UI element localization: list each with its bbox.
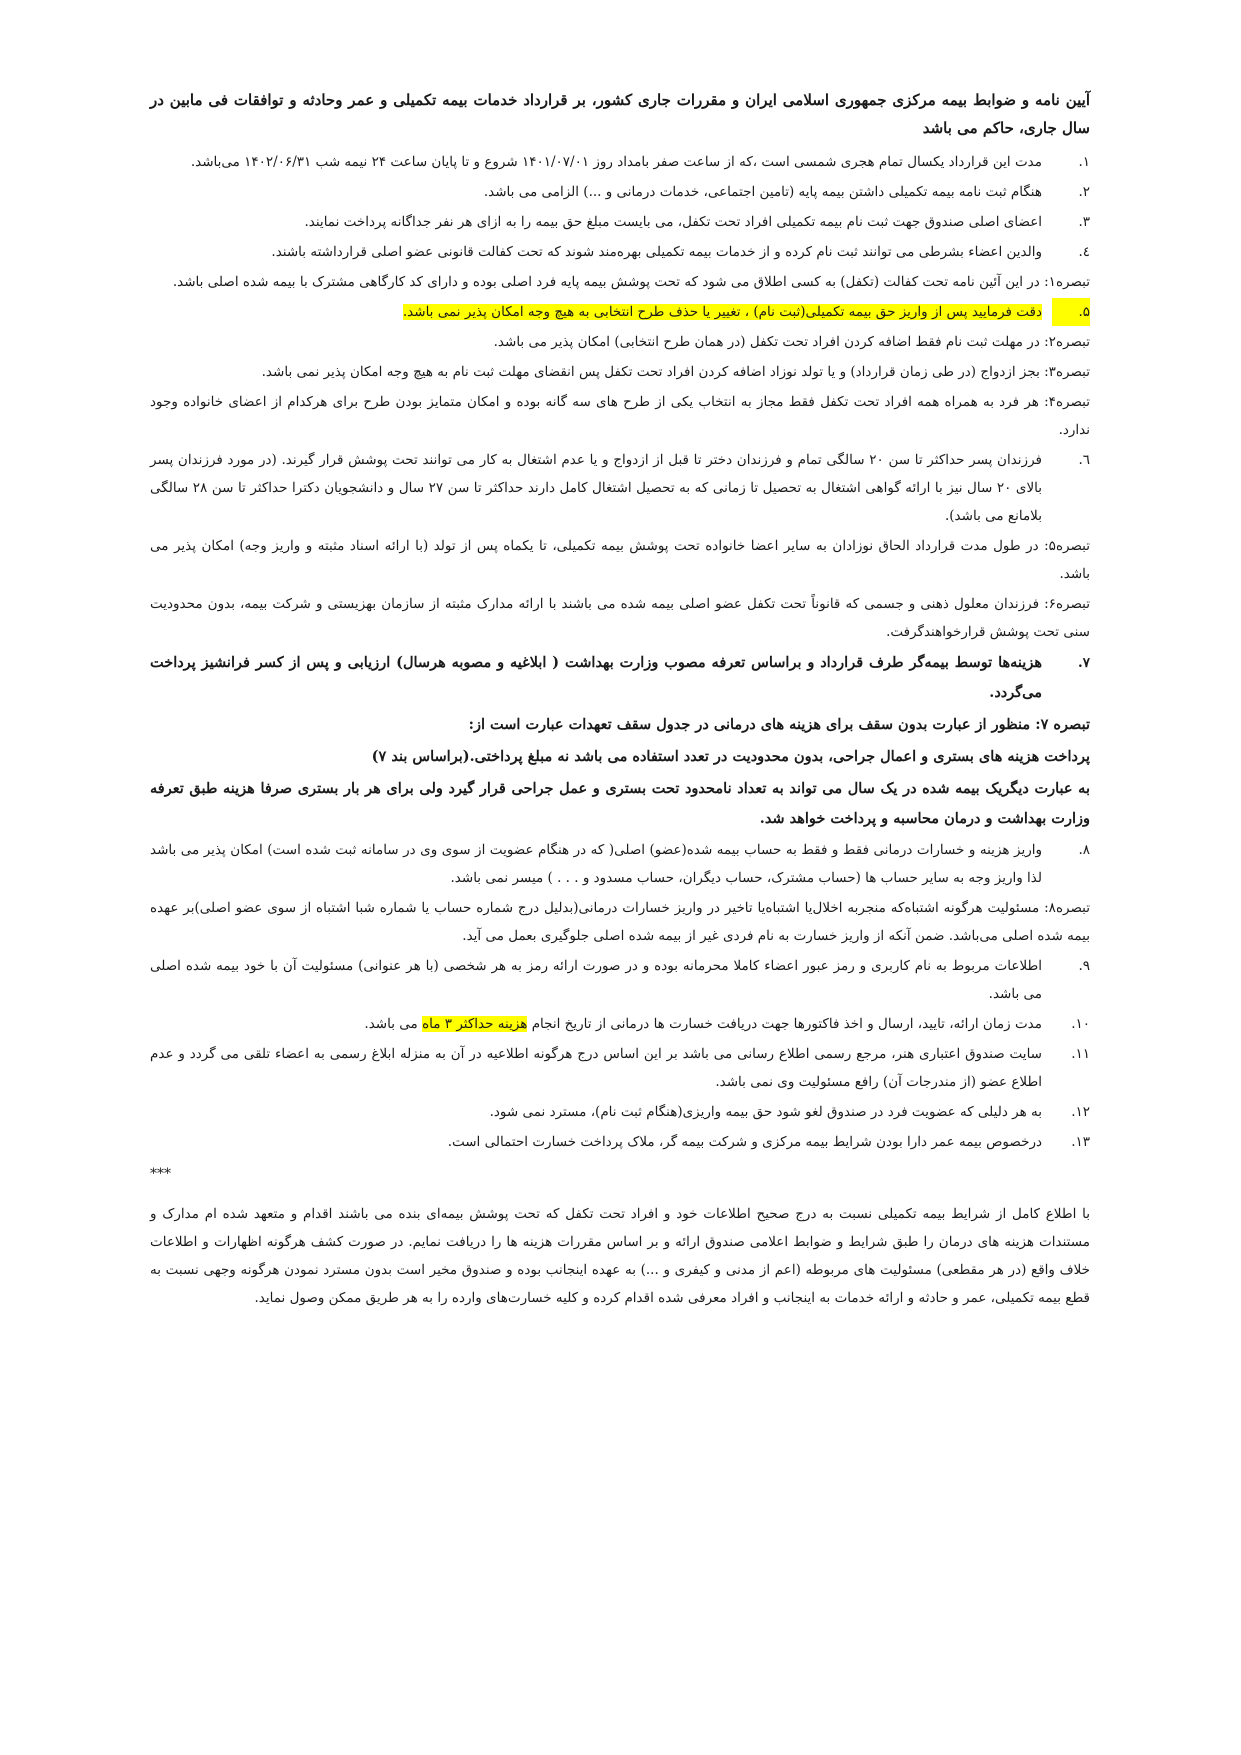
declaration-paragraph: با اطلاع کامل از شرایط بیمه تکمیلی نسبت به درج صحیح اطلاعات خود و افراد تحت تکفل که تحت پوشش بیمه‌ای بنده می باشند اقدام و متعهد شده ام مدارک و مستندات هزینه های درمان را طبق شرایط و ضوابط اعلامی صندوق ارائه و بر اساس مقررات هزینه ها را دریافت نمایم. در صورت کشف هرگونه اظهارات و اطلاعات خلاف واقع (در هر مقطعی) مسئولیت های مربوطه (اعم از مدنی و کیفری و ...) به عهده اینجانب بوده و صندوق مخیر است بدون مسترد نمودن هرگونه وجهی نسبت به قطع بیمه تکمیلی، عمر و حادثه و ارائه خدمات به اینجانب و افراد معرفی شده اقدام کرده و کلیه خسارت‌های وارده را به هر طریق ممکن وصول نماید. bbox=[150, 1206, 1090, 1306]
clause-text: مدت زمان ارائه، تایید، ارسال و اخذ فاکتورها جهت دریافت خسارت ها درمانی از تاریخ انجام bbox=[527, 1016, 1042, 1032]
clause-number: ٦. bbox=[1078, 452, 1090, 468]
clause-6 bbox=[150, 446, 1090, 530]
clause-2 bbox=[150, 178, 1090, 206]
clause-text: دقت فرمایید پس از واریز حق بیمه تکمیلی(ثبت نام) ، تغییر یا حذف طرح انتخابی به هیچ وجه امکان پذیر نمی باشد. bbox=[402, 304, 1042, 320]
note-8: تبصره۸: مسئولیت هرگونه اشتباه‌که منجربه اخلال‌یا اشتباه‌یا تاخیر در واریز خسارات درمانی(بدلیل درج شماره حساب یا شماره شبا اشتباه از سوی عضو اصلی)بر عهده بیمه شده اصلی می‌باشد. ضمن آنکه از واریز خسارت به نام فردی غیر از بیمه شده اصلی جلوگیری بعمل می آید. bbox=[150, 900, 1090, 944]
clause-number: ۱۳. bbox=[1071, 1134, 1090, 1150]
section-separator: *** bbox=[150, 1166, 171, 1182]
clause-3 bbox=[150, 208, 1090, 236]
clause-4 bbox=[150, 238, 1090, 266]
note-7-detail: به عبارت دیگریک بیمه شده در یک سال می تواند به تعداد نامحدود تحت بستری و عمل جراحی قرار گیرد ولی برای هر بار بستری صرفا هزینه طبق تعرفه وزارت بهداشت و درمان محاسبه و پرداخت خواهد شد. bbox=[150, 780, 1090, 827]
clause-text: والدین اعضاء بشرطی می توانند ثبت نام کرده و از خدمات بیمه تکمیلی بهره‌مند شوند که تحت کفالت قانونی عضو اصلی قرارداشته باشند. bbox=[271, 244, 1042, 260]
clause-8 bbox=[150, 836, 1090, 892]
clause-11 bbox=[150, 1040, 1090, 1096]
clause-number: ۹. bbox=[1078, 958, 1090, 974]
clause-12 bbox=[150, 1098, 1090, 1126]
clause-number: ۳. bbox=[1078, 214, 1090, 230]
highlighted-deadline: هزینه حداکثر ۳ ماه bbox=[422, 1016, 528, 1032]
clause-text: اطلاعات مربوط به نام کاربری و رمز عبور اعضاء کاملا محرمانه بوده و در صورت ارائه رمز به هر شخصی (با هر عنوانی) مسئولیت آن با خود بیمه شده اصلی می باشد. bbox=[150, 958, 1042, 1002]
clause-number: ۲. bbox=[1078, 184, 1090, 200]
clause-7 bbox=[150, 648, 1090, 708]
clause-1 bbox=[150, 148, 1090, 176]
clause-13 bbox=[150, 1128, 1090, 1156]
clause-text: می باشد. bbox=[364, 1016, 423, 1032]
document-page bbox=[150, 86, 1090, 1326]
clause-text: مدت این قرارداد یکسال تمام هجری شمسی است ،که از ساعت صفر بامداد روز ۱۴۰۱/۰۷/۰۱ شروع و تا پایان ساعت ۲۴ نیمه شب ۱۴۰۲/۰۶/۳۱ می‌باشد. bbox=[190, 154, 1042, 170]
note-7-body: پرداخت هزینه های بستری و اعمال جراحی، بدون محدودیت در تعدد استفاده می باشد نه مبلغ پرداختی.(براساس بند ۷) bbox=[371, 748, 1090, 765]
document-intro: آیین نامه و ضوابط بیمه مرکزی جمهوری اسلامی ایران و مقررات جاری کشور، بر قرارداد خدمات بیمه تکمیلی و عمر وحادثه و توافقات فی مابین در سال جاری، حاکم می باشد bbox=[150, 91, 1090, 137]
clause-number: ۱۰. bbox=[1071, 1016, 1090, 1032]
clause-text: به هر دلیلی که عضویت فرد در صندوق لغو شود حق بیمه واریزی(هنگام ثبت نام)، مسترد نمی شود. bbox=[489, 1104, 1042, 1120]
clause-text: فرزندان پسر حداکثر تا سن ۲۰ سالگی تمام و فرزندان دختر تا قبل از ازدواج و یا عدم اشتغال به کار می توانند تحت پوشش قرار گیرند. (در مورد فرزندان پسر بالای ۲۰ سال نیز با ارائه گواهی اشتغال به تحصیل تا زمانی که به تحصیل اشتغال کامل دارند حداکثر تا سن ۲۷ سال و دانشجویان دکترا حداکثر تا سن ۲۸ سالگی بلامانع می باشد). bbox=[150, 452, 1043, 524]
clause-10 bbox=[150, 1010, 1090, 1038]
note-5: تبصره۵: در طول مدت قرارداد الحاق نوزادان به سایر اعضا خانواده تحت پوشش بیمه تکمیلی، تا یکماه پس از تولد (با ارائه اسناد مثبته و واریز وجه) امکان پذیر می باشد. bbox=[150, 538, 1090, 582]
note-1: تبصره۱: در این آئین نامه تحت کفالت (تکفل) به کسی اطلاق می شود که تحت پوشش بیمه پایه فرد اصلی بوده و دارای کد کارگاهی مشترک با بیمه شده اصلی باشد. bbox=[172, 274, 1090, 290]
clause-text: اعضای اصلی صندوق جهت ثبت نام بیمه تکمیلی افراد تحت تکفل، می بایست مبلغ حق بیمه را به ازای هر نفر جداگانه پرداخت نمایند. bbox=[304, 214, 1042, 230]
clause-text: درخصوص بیمه عمر دارا بودن شرایط بیمه مرکزی و شرکت بیمه گر، ملاک پرداخت خسارت احتمالی است. bbox=[447, 1134, 1042, 1150]
note-3: تبصره۳: بجز ازدواج (در طی زمان قرارداد) و یا تولد نوزاد اضافه کردن افراد تحت تکفل پس انقضای مهلت ثبت نام به هیچ وجه امکان پذیر نمی باشد. bbox=[261, 364, 1090, 380]
clause-text: هنگام ثبت نامه بیمه تکمیلی داشتن بیمه پایه (تامین اجتماعی، خدمات درمانی و ...) الزامی می باشد. bbox=[483, 184, 1042, 200]
note-4: تبصره۴: هر فرد به همراه همه افراد تحت تکفل فقط مجاز به انتخاب یکی از طرح های سه گانه بوده و امکان متمایز بودن طرح برای هرکدام از اعضای خانواده وجود ندارد. bbox=[150, 394, 1090, 438]
clause-text: هزینه‌ها توسط بیمه‌گر طرف قرارداد و براساس تعرفه مصوب وزارت بهداشت ( ابلاغیه و مصوبه هرسال) ارزیابی و پس از کسر فرانشیز پرداخت می‌گردد. bbox=[150, 654, 1042, 701]
clause-number: ۱۱. bbox=[1071, 1046, 1090, 1062]
note-7-title: تبصره ۷: منظور از عبارت بدون سقف برای هزینه های درمانی در جدول سقف تعهدات عبارت است از: bbox=[468, 716, 1090, 733]
clause-number: ۸. bbox=[1078, 842, 1090, 858]
clause-number: ۱۲. bbox=[1071, 1104, 1090, 1120]
clause-5 bbox=[150, 298, 1090, 326]
note-6: تبصره۶: فرزندان معلول ذهنی و جسمی که قانوناً تحت تکفل عضو اصلی بیمه شده می باشند با ارائه مدارک مثبته از سازمان بهزیستی و شرکت بیمه، بدون محدودیت سنی تحت پوشش قرارخواهندگرفت. bbox=[150, 596, 1090, 640]
clause-text: واریز هزینه و خسارات درمانی فقط و فقط به حساب بیمه شده(عضو) اصلی( که در هنگام عضویت از سوی وی در سامانه ثبت شده است) امکان پذیر می باشد لذا واریز وجه به سایر حساب ها (حساب مشترک، حساب دیگران، حساب مسدود و . . . ) میسر نمی باشد. bbox=[150, 842, 1042, 886]
clause-number: ۱. bbox=[1078, 154, 1090, 170]
clause-9 bbox=[150, 952, 1090, 1008]
clause-number: ۵. bbox=[1052, 298, 1090, 326]
note-2: تبصره۲: در مهلت ثبت نام فقط اضافه کردن افراد تحت تکفل (در همان طرح انتخابی) امکان پذیر می باشد. bbox=[493, 334, 1090, 350]
clause-text: سایت صندوق اعتباری هنر، مرجع رسمی اطلاع رسانی می باشد بر این اساس درج هرگونه اطلاعیه در آن به منزله ابلاغ رسمی به اعضاء تلقی می گردد و عدم اطلاع عضو (از مندرجات آن) رافع مسئولیت وی نمی باشد. bbox=[150, 1046, 1042, 1090]
clause-number: ٤. bbox=[1078, 244, 1090, 260]
clause-number: ۷. bbox=[1078, 655, 1090, 671]
